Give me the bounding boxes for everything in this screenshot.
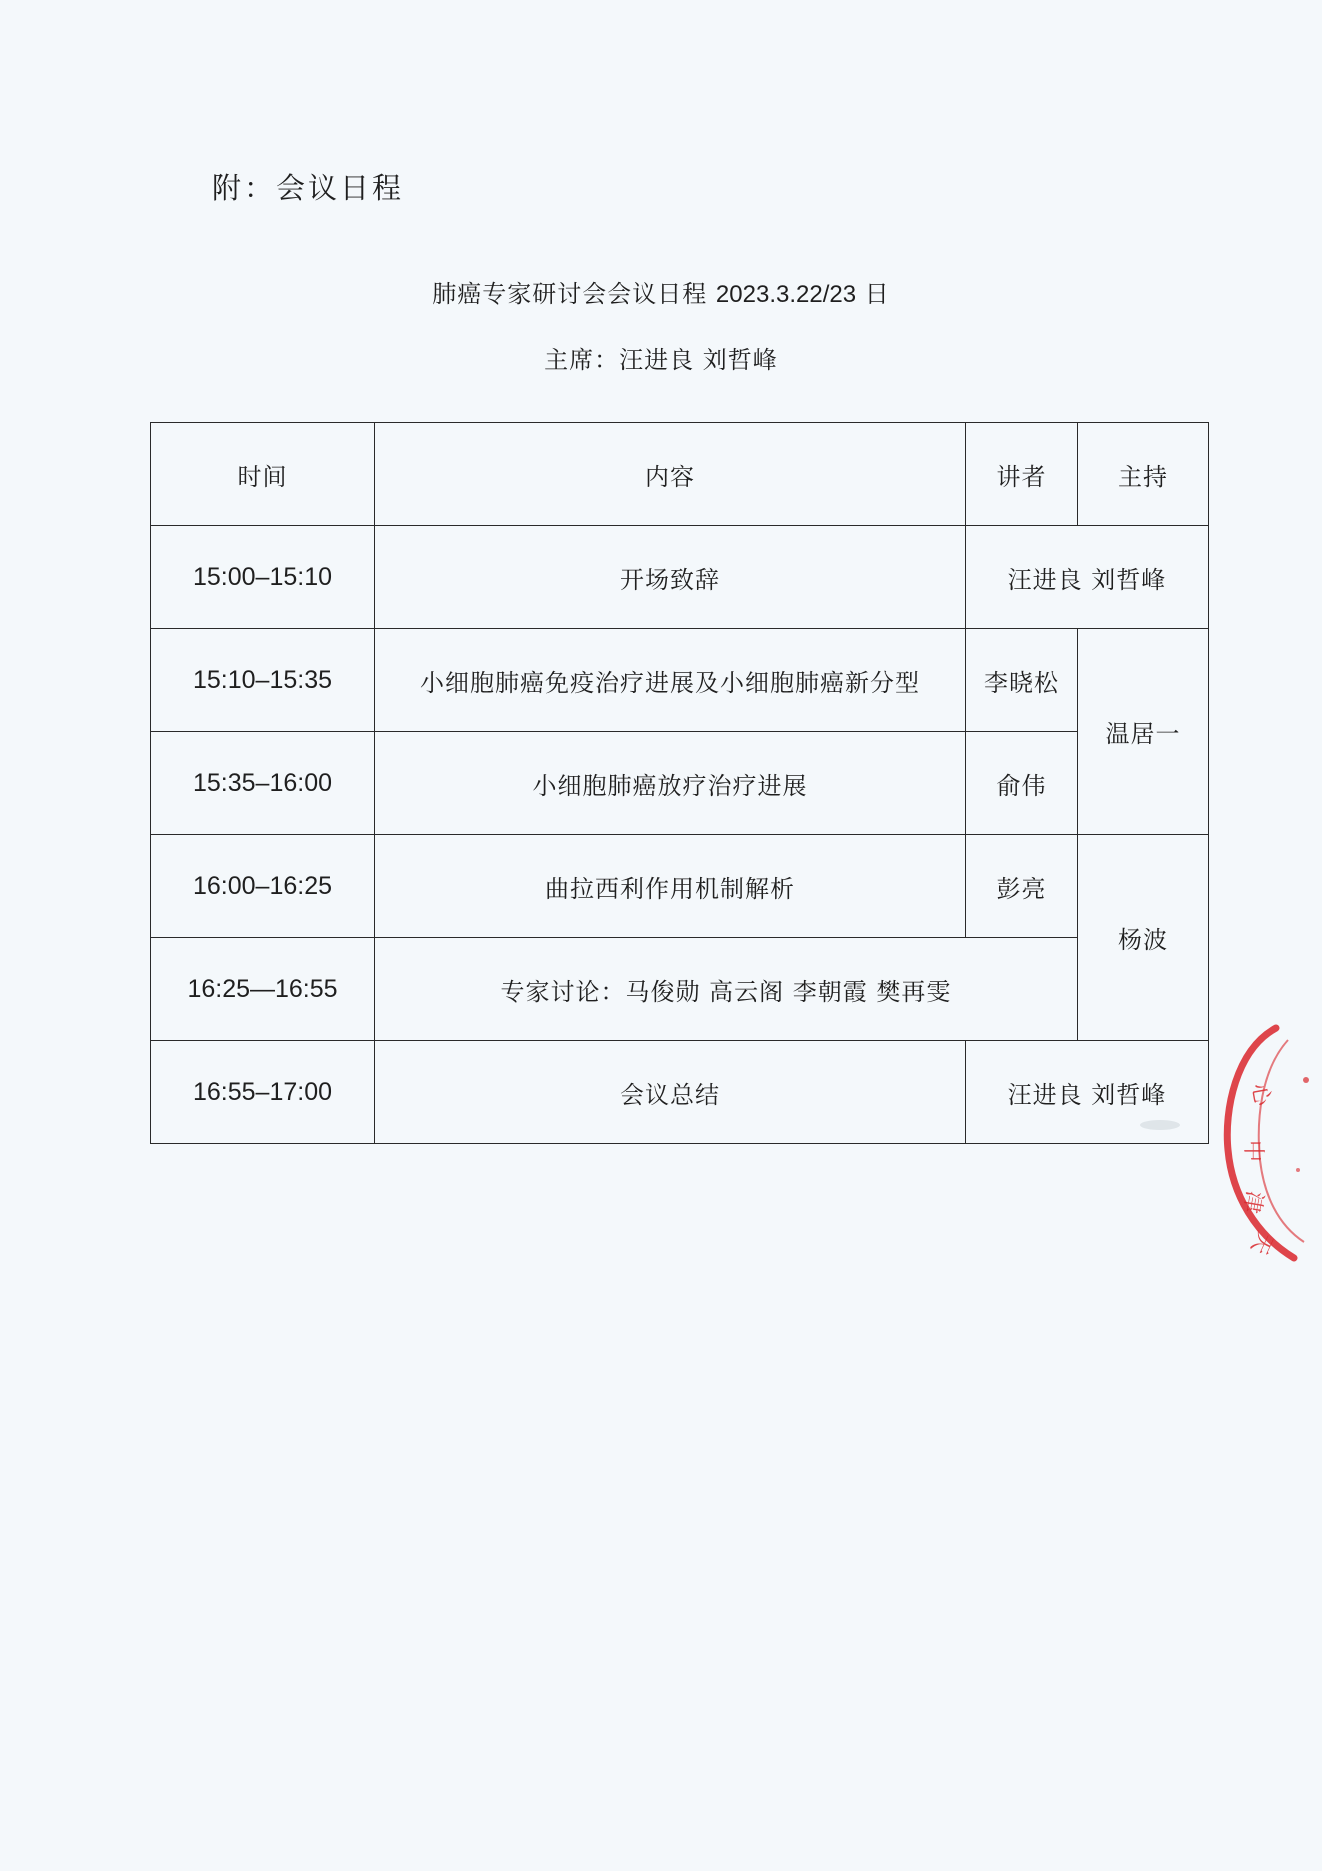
header-content: 内容 [375, 423, 966, 526]
row-time: 15:35–16:00 [151, 732, 375, 835]
row-speaker: 彭亮 [966, 835, 1078, 938]
svg-text:中: 中 [1240, 1140, 1265, 1163]
title-text: 肺癌专家研讨会会议日程 [432, 280, 708, 308]
table-row [151, 526, 1209, 629]
row-time: 16:00–16:25 [151, 835, 375, 938]
table-row [151, 938, 1209, 1041]
chairs-line: 主席：汪进良 刘哲峰 [544, 346, 778, 374]
schedule-table [150, 422, 1209, 1144]
appendix-label: 附：会议日程 [212, 171, 405, 205]
scan-smudge [1140, 1120, 1180, 1130]
row-time: 15:10–15:35 [151, 629, 375, 732]
row-content: 专家讨论：马俊勋 高云阁 李朝霞 樊再雯 [375, 938, 1078, 1041]
header-time: 时间 [151, 423, 375, 526]
row-time: 16:55–17:00 [151, 1041, 375, 1144]
table-row [151, 732, 1209, 835]
row-content: 曲拉西利作用机制解析 [375, 835, 966, 938]
svg-text:心: 心 [1246, 1081, 1275, 1108]
row-content: 会议总结 [375, 1041, 966, 1144]
row-content: 小细胞肺癌放疗治疗进展 [375, 732, 966, 835]
row-speaker-host: 汪进良 刘哲峰 [966, 1041, 1209, 1144]
row-host: 温居一 [1078, 629, 1209, 835]
table-row [151, 1041, 1209, 1144]
table-row [151, 835, 1209, 938]
row-content: 开场致辞 [375, 526, 966, 629]
document-title [0, 274, 1322, 309]
svg-text:津: 津 [1238, 1188, 1267, 1215]
row-speaker: 李晓松 [966, 629, 1078, 732]
title-day-suffix: 日 [864, 280, 890, 308]
table-header-row [151, 423, 1209, 526]
table-row [151, 629, 1209, 732]
row-speaker: 俞伟 [966, 732, 1078, 835]
row-time: 15:00–15:10 [151, 526, 375, 629]
seal-stamp [1216, 1020, 1322, 1270]
header-speaker: 讲者 [966, 423, 1078, 526]
row-content: 小细胞肺癌免疫治疗进展及小细胞肺癌新分型 [375, 629, 966, 732]
svg-text:天: 天 [1245, 1227, 1278, 1258]
title-date: 2023.3.22/23 [715, 281, 857, 308]
row-speaker-host: 汪进良 刘哲峰 [966, 526, 1209, 629]
row-host: 杨波 [1078, 835, 1209, 1041]
row-time: 16:25—16:55 [151, 938, 375, 1041]
header-host: 主持 [1078, 423, 1209, 526]
